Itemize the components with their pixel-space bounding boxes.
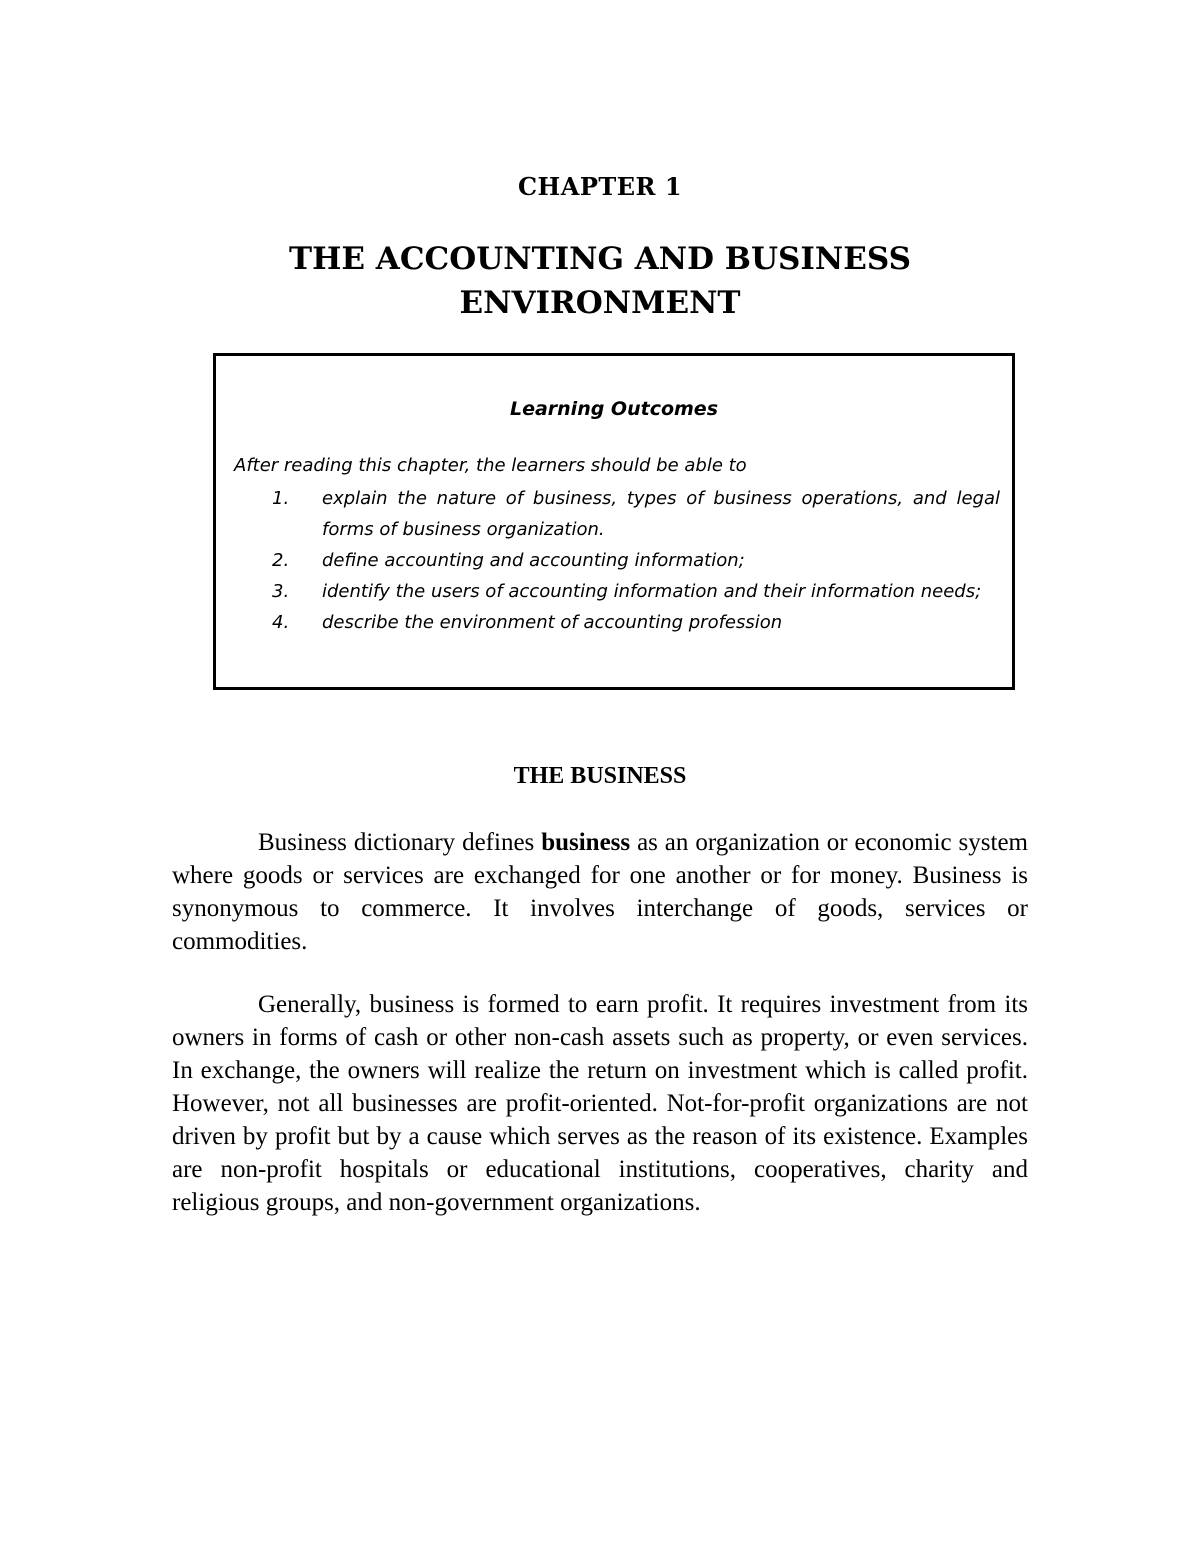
paragraph-text: Generally, business is formed to earn profit. It requires investment from its owners in forms of cash or other non-cash assets such as property, or even services. In exchange, the owners will realize the return on investment which is called profit. However, not all businesses are profit-oriented. Not-for-profit organizations are not driven by profit but by a cause which serves as the reason of its existence. Examples are non-profit hospitals or educational institutions, cooperatives, charity and religious groups, and non-government organizations. <box>172 991 1028 1216</box>
learning-outcome-item <box>272 607 1000 638</box>
chapter-label: CHAPTER 1 <box>517 172 683 201</box>
list-number: 1. <box>272 488 290 509</box>
chapter-title-line-1: THE ACCOUNTING AND BUSINESS <box>289 241 911 277</box>
learning-outcomes-heading: Learning Outcomes <box>509 398 719 420</box>
chapter-title-line-2: ENVIRONMENT <box>459 285 741 321</box>
list-number: 2. <box>272 550 290 571</box>
list-number: 3. <box>272 581 290 602</box>
learning-outcome-text: define accounting and accounting information; <box>322 550 745 571</box>
learning-outcome-text: describe the environment of accounting profession <box>322 612 783 633</box>
body-paragraph-1 <box>172 826 1028 958</box>
section-heading: THE BUSINESS <box>513 763 687 789</box>
learning-outcomes-intro: After reading this chapter, the learners should be able to <box>234 455 747 476</box>
chapter-title <box>0 237 1200 325</box>
paragraph-text: as an organization or economic system where goods or services are exchanged for one another or for money. Business is synonymous to commerce. It involves interchange of goods, services or commodities. <box>172 829 1029 955</box>
learning-outcomes-list <box>272 483 1000 638</box>
learning-outcome-text: identify the users of accounting information and their information needs; <box>322 581 982 602</box>
learning-outcome-item <box>272 483 1000 545</box>
learning-outcomes-box <box>213 353 1015 690</box>
defined-term: business <box>541 829 631 856</box>
list-number: 4. <box>272 612 290 633</box>
body-paragraph-2 <box>172 988 1028 1219</box>
learning-outcome-text: explain the nature of business, types of business operations, and legal forms of business organization. <box>322 488 1000 540</box>
learning-outcome-item <box>272 545 1000 576</box>
paragraph-text: Business dictionary defines <box>258 829 542 856</box>
learning-outcome-item <box>272 576 1000 607</box>
